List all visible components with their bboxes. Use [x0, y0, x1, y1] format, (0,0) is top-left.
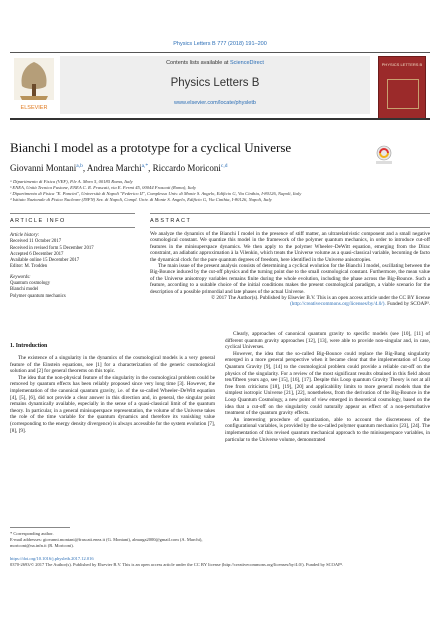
body-paragraph: The existence of a singularity in the dynamics of the cosmological models is a very general feature of the Einstein equations, see [1] for a characterization of the generic cosmological solution and [2] for general theorems on this topic. — [10, 355, 215, 375]
history-label: Article history: — [10, 233, 40, 238]
journal-reference[interactable]: Physics Letters B 777 (2018) 191–200 — [173, 41, 267, 47]
author-name[interactable]: Andrea Marchi — [86, 163, 142, 173]
left-column — [10, 355, 215, 434]
journal-title: Physics Letters B — [170, 77, 260, 89]
license-text: © 2017 The Author(s). Published by Elsevier B.V. This is an open access article under the CC BY license — [211, 295, 430, 302]
history-item: Editor: M. Trodden — [10, 264, 48, 270]
body-paragraph: The idea that the non-physical feature of the singularity in the cosmological problem could be removed by quantum effects has been reliably proposed since very long time [3]. However, the implementation of the canonical quantum gravity, i.e. of the so-called Wheeler–DeWitt equation [4], [5], [6], did not provide a clear answer in this direction and, in general, the singular point remains dynamically available, especially in the sense of a quasi-classical limit of the quantum theory. In particular, in a general minisuperspace representation, the volume of the Universe takes the role of the time variable for the quantum dynamics and therefore its vanishing value (corresponding to the energy density divergence) is always accessible for the system evolution [7], [8], [9]. — [10, 374, 215, 434]
keywords-label: Keywords: — [10, 274, 31, 280]
journal-homepage — [60, 100, 370, 106]
cover-title: PHYSICS LETTERS B — [381, 62, 423, 67]
license-link[interactable]: (http://creativecommons.org/licenses/by/4.0/). — [290, 301, 386, 308]
affiliation: ᵇ ENEA, Unità Tecnica Fusione, ENEA C. R. Frascati, via E. Fermi 45, 00044 Frascati (Roma), Italy — [10, 185, 196, 190]
sciencedirect-link[interactable]: ScienceDirect — [229, 60, 264, 66]
abstract-body — [150, 231, 430, 308]
introduction-heading: 1. Introduction — [10, 343, 48, 349]
doi-link[interactable]: https://doi.org/10.1016/j.physletb.2017.12.016 — [10, 556, 94, 561]
license-tail: Funded by SCOAP³. — [385, 301, 430, 308]
keyword: Quantum cosmology — [10, 281, 51, 287]
body-paragraph: Clearly, approaches of canonical quantum gravity to specific models (see [10], [11] of different quantum gravity approaches [12], [13], were able to provide non-singular and, in case, cyclical Universes. — [225, 331, 430, 351]
body-paragraph: However, the idea that the so-called Big-Bounce could replace the Big-Bang singularity emerged in a more general perspective when it became clear that the implementation of Loop Quantum Gravity [9], [14] to the cosmological problem could provide a reliable cut-off on the physics of the singularity. For a review of the most significant results obtained in this field about ten/fifteen years ago, see [15], [16], [17]. Despite this Loop quantum Gravity Theory is not at all free from criticisms [18], [19], [20] and applicability limits to more general models than the simplest isotropic Universe [21], [22], nonetheless, from the derivation of the Big-Bounce in the Loop Quantum Cosmology, a new point of view emerged in theoretical cosmology, based on the idea that a cut-off on the singularity could naturally appear as effect of a non-perturbative treatment of the quantum gravity effects. — [225, 350, 430, 417]
contents-line — [60, 60, 370, 66]
email-addresses[interactable]: E-mail addresses: giovanni.montani@frascati.enea.it (G. Montani), almarga2000@gmail.com (A. Marchi), moriconi@na.infn.it (R. Moriconi). — [10, 537, 203, 548]
cover-frame — [387, 79, 419, 109]
author-list: Giovanni Montani$^{a,b}$, Andrea Marchi$^{a,*}$, Riccardo Moriconi$^{c,d}$ — [10, 163, 228, 173]
corresponding-author: * Corresponding author. — [10, 531, 54, 536]
author-sup[interactable]: a,b — [76, 163, 83, 169]
info-rule — [10, 227, 135, 228]
abstract-rule — [150, 227, 430, 228]
footnote-rule — [10, 527, 70, 528]
affiliation: ᵃ Dipartimento di Fisica (VEF), P.le A. Moro 5, 00185 Roma, Italy — [10, 179, 133, 184]
history-item: Received in revised form 5 December 2017 — [10, 245, 94, 251]
check-for-updates-icon[interactable] — [373, 144, 395, 166]
affiliation: ᶜ Dipartimento di Fisica "E. Pancini", Università di Napoli "Federico II", Complesso Univ. di Monte S. Angelo, Edificio G, Via Cinthia, I-80126, Napoli, Italy — [10, 191, 302, 196]
info-rule — [10, 213, 135, 214]
journal-cover — [378, 56, 426, 120]
author-sup[interactable]: a,* — [141, 163, 149, 169]
article-info — [10, 233, 135, 300]
keyword: Bianchi model — [10, 287, 39, 293]
history-item: Received 11 October 2017 — [10, 239, 62, 245]
header-rule-top — [10, 52, 430, 53]
abstract-paragraph: We analyze the dynamics of the Bianchi I model in the presence of stiff matter, an ultrarelativistic component and a small negative cosmological constant. We quantize this model in the framework of the polymer quantum mechanics, in order to introduce cut-off features in the minisuperspace dynamics. We then apply to the polymer Wheeler–DeWitt equation, emerging from the Dirac constraint, an adiabatic approximation à la Vilenkin, which treats the Universe volume as a quasi-classical variable, becoming de facto the dynamical clock for the pure quantum degrees of freedom, here identified in the Universe anisotropies. — [150, 231, 430, 263]
affiliation: ᵈ Istituto Nazionale di Fisica Nucleare (INFN) Sez. di Napoli, Compl. Univ. di Monte S. Angelo, Edificio G, Via Cinthia, I-80126, Napoli, Italy — [10, 197, 272, 202]
abstract-rule — [150, 213, 430, 214]
abstract-paragraph: The main issue of the present analysis consists of determining a cyclical evolution for the Bianchi I model, oscillating between the Big-Bounce induced by the cut-off physics and the turning point due to the small cosmological constant. Furthermore, the mean value of the Universe anisotropy variables remains finite during the whole evolution, including the phase across the Big-Bounce. Such a feature, according to a suitable choice of the initial conditions makes the present cosmological paradigm, a viable scenario for the description of a possible primordial and late phases of the actual Universe. — [150, 263, 430, 295]
issn-line: 0370-2693/© 2017 The Author(s). Published by Elsevier B.V. This is an open access article under the CC BY license (http://creativecommons.org/licenses/by/4.0/). Funded by SCOAP³. — [10, 562, 344, 567]
journal-homepage-link[interactable]: www.elsevier.com/locate/physletb — [174, 100, 256, 106]
history-item: Accepted 6 December 2017 — [10, 251, 64, 257]
contents-prefix: Contents lists available at — [166, 60, 230, 66]
right-column — [225, 331, 430, 443]
article-title: Bianchi I model as a prototype for a cyclical Universe — [10, 140, 292, 155]
publisher-name: ELSEVIER — [20, 105, 48, 111]
elsevier-logo-icon — [12, 56, 56, 114]
keyword: Polymer quantum mechanics — [10, 293, 66, 299]
author-name[interactable]: Giovanni Montani — [10, 163, 77, 173]
body-paragraph: An interesting procedure of quantization, able to account the discreteness of the configurational variables, is provided by the so-called polymer quantum mechanics [23], [24]. The implementation of this revised quantum mechanical approach to the minisuperspace variables, in particular to the Universe volume, demonstrated — [225, 416, 430, 443]
header-rule-bottom — [10, 118, 430, 120]
author-sup[interactable]: c,d — [220, 163, 228, 169]
author-name[interactable]: Riccardo Moriconi — [152, 163, 221, 173]
license-line — [150, 295, 430, 308]
abstract-heading: ABSTRACT — [150, 218, 192, 224]
history-item: Available online 15 December 2017 — [10, 258, 80, 264]
article-info-heading: ARTICLE INFO — [10, 218, 66, 224]
